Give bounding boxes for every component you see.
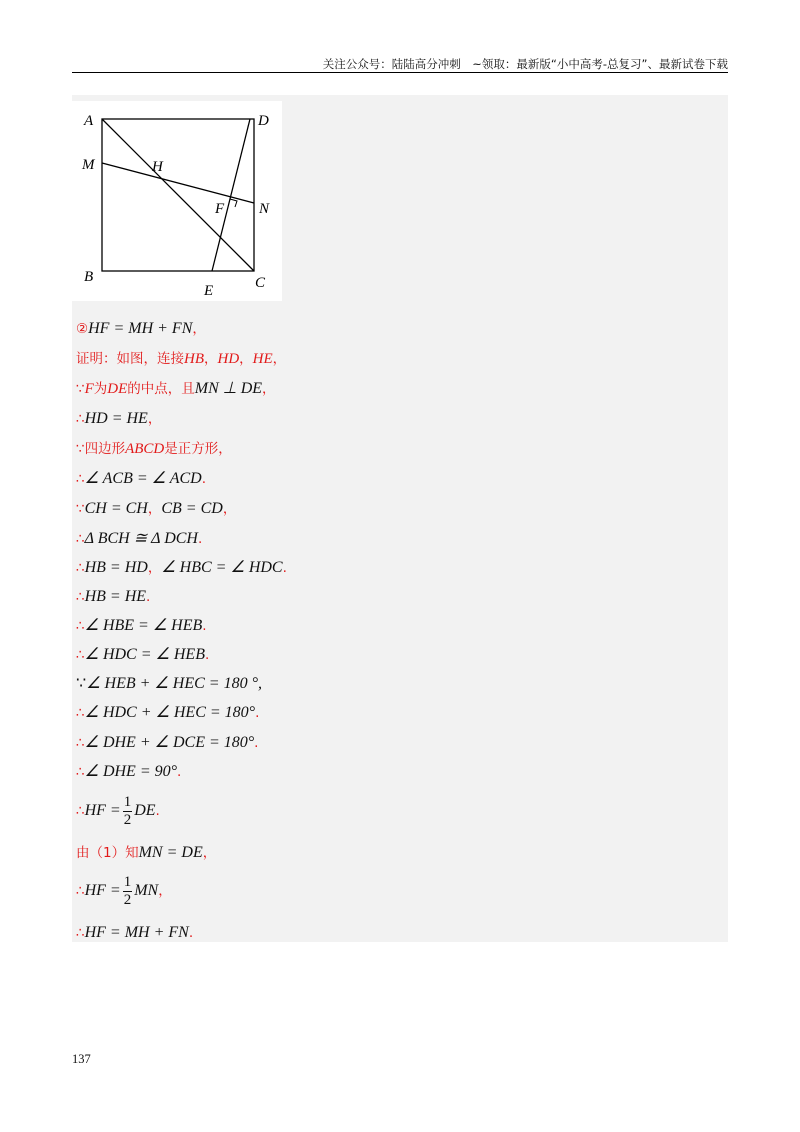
proof-line-17	[76, 791, 160, 829]
var: HD	[217, 351, 240, 367]
text: 证明：如图，连接	[76, 351, 184, 367]
fraction-denominator: 2	[123, 891, 132, 908]
therefore-symbol: ∴	[76, 411, 85, 427]
punct: .	[254, 735, 259, 751]
therefore-symbol: ∴	[76, 735, 85, 751]
therefore-symbol: ∴	[76, 705, 85, 721]
label-e: E	[204, 283, 214, 299]
therefore-symbol: ∴	[76, 925, 85, 941]
text: 是正方形，	[164, 441, 232, 457]
equation: HF = MH + FN	[84, 924, 189, 941]
page-header: 关注公众号：陆陆高分冲刺 ~领取：最新版“小中高考-总复习”、最新试卷下载	[322, 57, 728, 71]
punct: .	[201, 471, 207, 487]
punct: .	[197, 531, 203, 547]
proof-line-3	[76, 376, 276, 400]
label-b: B	[84, 269, 94, 285]
punct: .	[155, 803, 160, 819]
proof-line-15	[76, 730, 258, 754]
page-number: 137	[72, 1052, 91, 1066]
label-n: N	[259, 201, 270, 217]
label-h: H	[152, 159, 163, 175]
proof-line-19	[76, 871, 172, 909]
proof-line-4	[76, 406, 161, 430]
punct: .	[188, 925, 194, 941]
punct: .	[146, 589, 151, 605]
equation: CH = CH	[84, 500, 148, 517]
proof-line-9	[76, 555, 287, 579]
equation: ∠ HEB + ∠ HEC = 180 °,	[86, 675, 262, 692]
punct: .	[204, 647, 210, 663]
equation: MN ⊥ DE	[194, 380, 263, 397]
right-angle-mark	[230, 199, 237, 207]
fraction	[123, 874, 133, 909]
therefore-symbol: ∴	[76, 647, 85, 663]
fraction	[123, 794, 133, 829]
because-symbol: ∵	[76, 501, 85, 517]
punct: ，	[147, 501, 162, 517]
punct: ，	[222, 501, 237, 517]
punct: .	[177, 764, 182, 780]
therefore-symbol: ∴	[76, 618, 85, 634]
label-c: C	[255, 275, 266, 291]
punct: ，	[272, 351, 287, 367]
equation-rhs: DE	[134, 802, 156, 819]
var: F	[84, 381, 94, 397]
equation: ∠ HBC = ∠ HDC	[161, 559, 283, 576]
equation: ∠ HBE = ∠ HEB	[84, 617, 203, 634]
because-symbol: ∵	[76, 381, 85, 397]
fraction-numerator: 1	[123, 873, 132, 890]
equation: ∠ HDC + ∠ HEC = 180°	[84, 704, 256, 721]
equation: CB = CD	[161, 500, 223, 517]
text: 由（1）知	[76, 845, 139, 861]
proof-line-10	[76, 584, 150, 608]
therefore-symbol: ∴	[76, 471, 85, 487]
proof-line-2	[76, 346, 286, 370]
label-f: F	[215, 201, 225, 217]
because-symbol: ∵	[76, 675, 87, 692]
var: ABCD	[125, 441, 165, 457]
therefore-symbol: ∴	[76, 803, 85, 819]
therefore-symbol: ∴	[76, 883, 85, 899]
label-m: M	[82, 157, 95, 173]
punct: .	[202, 618, 207, 634]
geometry-figure	[72, 101, 282, 301]
equation: HD = HE	[84, 410, 148, 427]
proof-line-6	[76, 466, 206, 490]
var: HB	[184, 351, 204, 367]
proof-line-13	[76, 671, 262, 695]
equation-lhs: HF =	[84, 802, 121, 819]
punct: .	[282, 560, 287, 576]
punct: ，	[239, 351, 253, 367]
punct: ，	[158, 883, 172, 899]
therefore-symbol: ∴	[76, 764, 85, 780]
equation: HB = HD	[84, 559, 148, 576]
proof-line-18	[76, 840, 216, 864]
circled-number: ②	[76, 321, 89, 337]
text: 为	[93, 381, 108, 397]
equation: Δ BCH ≅ Δ DCH	[84, 530, 198, 547]
var: HE	[252, 351, 273, 367]
square-diagram	[72, 101, 282, 301]
therefore-symbol: ∴	[76, 589, 85, 605]
proof-line-5	[76, 436, 232, 460]
proof-line-20	[76, 920, 193, 944]
punct: ，	[204, 351, 218, 367]
var: DE	[107, 381, 128, 397]
proof-line-1	[76, 316, 206, 340]
proof-line-12	[76, 642, 209, 666]
header-rule	[72, 72, 728, 73]
therefore-symbol: ∴	[76, 560, 85, 576]
punct: ，	[192, 321, 206, 337]
label-d: D	[258, 113, 269, 129]
therefore-symbol: ∴	[76, 531, 85, 547]
equation-rhs: MN	[134, 882, 159, 899]
equation: ∠ ACB = ∠ ACD	[84, 470, 202, 487]
equation: HF = MH + FN	[88, 320, 193, 337]
proof-line-14	[76, 700, 259, 724]
content-area	[72, 95, 728, 942]
because-symbol: ∵	[76, 441, 85, 457]
punct: .	[255, 705, 260, 721]
punct: ，	[262, 381, 276, 397]
segment-mn	[102, 163, 254, 203]
proof-line-8	[76, 526, 202, 550]
proof-line-16	[76, 759, 181, 783]
text: 的中点，且	[127, 381, 195, 397]
text: 四边形	[84, 441, 126, 457]
fraction-numerator: 1	[123, 793, 132, 810]
equation: ∠ DHE + ∠ DCE = 180°	[84, 734, 255, 751]
label-a: A	[84, 113, 94, 129]
equation: MN = DE	[138, 844, 203, 861]
fraction-denominator: 2	[123, 811, 132, 828]
proof-line-7	[76, 496, 236, 520]
punct: ，	[147, 411, 162, 427]
equation-lhs: HF =	[84, 882, 121, 899]
proof-line-11	[76, 613, 207, 637]
equation: ∠ DHE = 90°	[84, 763, 178, 780]
punct: ，	[147, 560, 162, 576]
equation: ∠ HDC = ∠ HEB	[84, 646, 205, 663]
equation: HB = HE	[84, 588, 147, 605]
punct: ，	[202, 845, 217, 861]
